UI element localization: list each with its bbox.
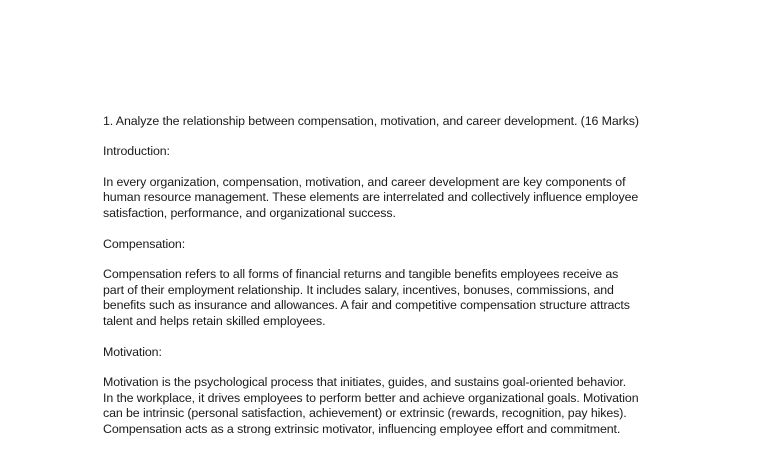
paragraph-line: Compensation acts as a strong extrinsic motivator, influencing employee effort and commitment.	[103, 421, 621, 436]
section-paragraph-compensation	[103, 267, 703, 329]
paragraph-line: human resource management. These elements are interrelated and collectively influence employee	[103, 190, 639, 205]
section-paragraph-introduction	[103, 175, 703, 221]
paragraph-line: benefits such as insurance and allowances. A fair and competitive compensation structure attracts	[103, 298, 630, 313]
document-page	[103, 114, 703, 453]
section-heading-introduction: Introduction:	[103, 144, 170, 159]
paragraph-line: Motivation is the psychological process that initiates, guides, and sustains goal-oriented behavior.	[103, 375, 627, 390]
paragraph-line: satisfaction, performance, and organizational success.	[103, 205, 396, 220]
paragraph-line: In every organization, compensation, motivation, and career development are key components of	[103, 174, 626, 189]
paragraph-line: can be intrinsic (personal satisfaction, achievement) or extrinsic (rewards, recognition, pay hikes).	[103, 406, 627, 421]
paragraph-line: In the workplace, it drives employees to perform better and achieve organizational goals. Motivation	[103, 390, 639, 405]
paragraph-line: talent and helps retain skilled employees.	[103, 313, 326, 328]
paragraph-line: Compensation refers to all forms of financial returns and tangible benefits employees receive as	[103, 267, 619, 282]
section-heading-motivation: Motivation:	[103, 345, 162, 360]
section-paragraph-motivation	[103, 375, 703, 437]
paragraph-line: part of their employment relationship. It includes salary, incentives, bonuses, commissions, and	[103, 282, 614, 297]
question-text: 1. Analyze the relationship between compensation, motivation, and career development. (16 Marks)	[103, 114, 639, 128]
section-heading-compensation: Compensation:	[103, 237, 186, 252]
